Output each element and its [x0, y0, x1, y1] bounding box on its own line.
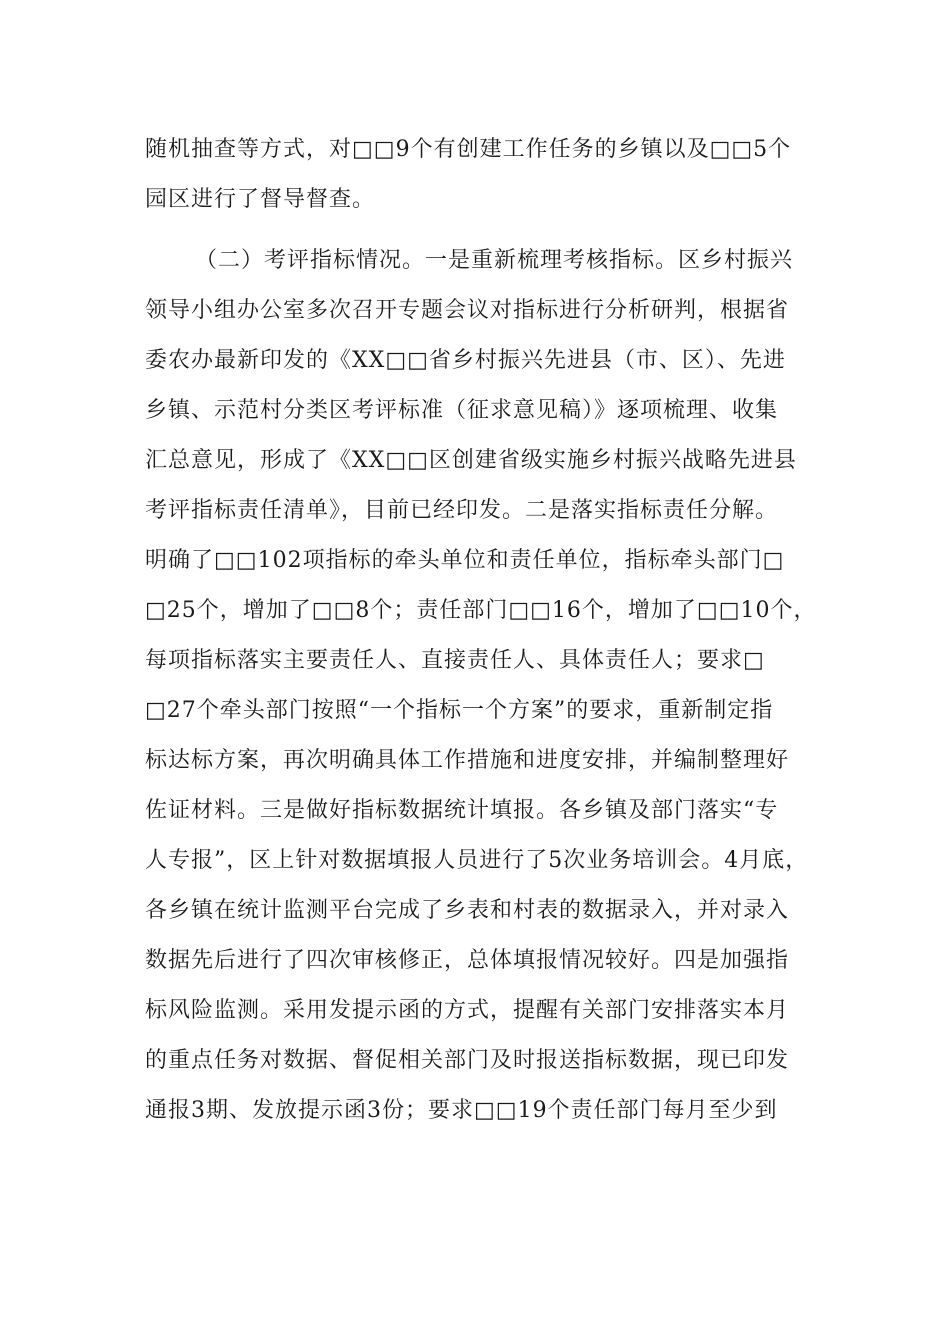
text-line: 园区进行了督导督查。 — [145, 187, 376, 212]
text-line: （二）考评指标情况。一是重新梳理考核指标。区乡村振兴 — [195, 248, 794, 273]
text-line: 随机抽查等方式，对□□9个有创建工作任务的乡镇以及□□5个 — [145, 137, 792, 162]
text-line: 领导小组办公室多次召开专题会议对指标进行分析研判，根据省 — [145, 298, 790, 323]
text-line: 汇总意见，形成了《XX□□区创建省级实施乡村振兴战略先进县 — [145, 448, 797, 473]
text-line: 标达标方案，再次明确具体工作措施和进度安排，并编制整理好 — [145, 748, 790, 773]
text-line: 人专报”，区上针对数据填报人员进行了5次业务培训会。4月底， — [145, 848, 809, 873]
text-line: 佐证材料。三是做好指标数据统计填报。各乡镇及部门落实“专 — [145, 798, 779, 823]
text-line: 标风险监测。采用发提示函的方式，提醒有关部门安排落实本月 — [145, 998, 790, 1023]
text-line: □27个牵头部门按照“一个指标一个方案”的要求，重新制定指 — [145, 698, 774, 723]
text-line: 考评指标责任清单》，目前已经印发。二是落实指标责任分解。 — [145, 498, 779, 523]
text-line: 各乡镇在统计监测平台完成了乡表和村表的数据录入，并对录入 — [145, 898, 790, 923]
text-line: 乡镇、示范村分类区考评标准（征求意见稿）》逐项梳理、收集 — [145, 398, 779, 423]
text-line: 每项指标落实主要责任人、直接责任人、具体责任人；要求□ — [145, 648, 765, 673]
text-line: 数据先后进行了四次审核修正，总体填报情况较好。四是加强指 — [145, 948, 790, 973]
text-line: □25个，增加了□□8个；责任部门□□16个，增加了□□10个， — [145, 598, 817, 623]
text-line: 明确了□□102项指标的牵头单位和责任单位，指标牵头部门□ — [145, 548, 785, 573]
text-line: 通报3期、发放提示函3份；要求□□19个责任部门每月至少到 — [145, 1098, 778, 1123]
text-line: 委农办最新印发的《XX□□省乡村振兴先进县（市、区）、先进 — [145, 348, 786, 373]
text-line: 的重点任务对数据、督促相关部门及时报送指标数据，现已印发 — [145, 1048, 790, 1073]
